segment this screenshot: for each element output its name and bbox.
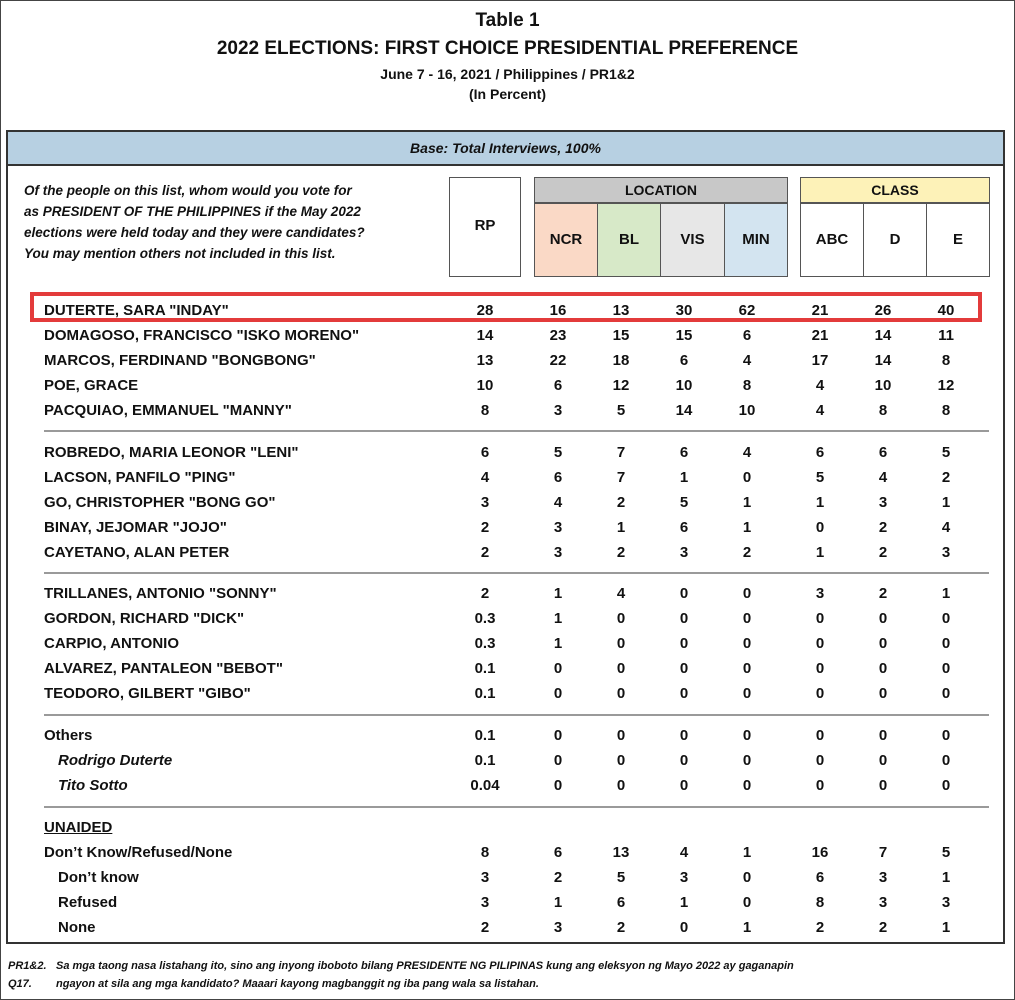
candidate-name: CAYETANO, ALAN PETER — [44, 544, 230, 561]
table-cell: 2 — [878, 919, 888, 936]
candidate-name: TRILLANES, ANTONIO "SONNY" — [44, 585, 277, 602]
table-cell: 0 — [553, 752, 563, 769]
table-row — [8, 582, 1003, 607]
table-cell: 0 — [679, 585, 689, 602]
table-cell: 3 — [553, 402, 563, 419]
table-cell: 5 — [815, 469, 825, 486]
candidate-name: BINAY, JEJOMAR "JOJO" — [44, 519, 227, 536]
table-cell: 3 — [553, 519, 563, 536]
table-cell: 0 — [679, 685, 689, 702]
table-cell: 2 — [742, 544, 752, 561]
table-cell: 1 — [553, 585, 563, 602]
column-header-rp: RP — [449, 177, 521, 277]
candidate-name: Rodrigo Duterte — [58, 752, 173, 769]
table-cell: 10 — [738, 402, 756, 419]
table-cell: 1 — [941, 494, 951, 511]
table-cell: 3 — [815, 585, 825, 602]
table-row — [8, 374, 1003, 399]
table-cell: 13 — [612, 844, 630, 861]
table-cell: 0 — [878, 635, 888, 652]
candidate-name: DUTERTE, SARA "INDAY" — [44, 302, 229, 319]
table-cell: 3 — [553, 919, 563, 936]
table-cell: 0 — [941, 660, 951, 677]
table-cell: 14 — [874, 352, 892, 369]
table-cell: 10 — [874, 377, 892, 394]
table-cell: 0.3 — [474, 635, 496, 652]
table-cell: 0.1 — [474, 660, 496, 677]
table-cell: 4 — [815, 377, 825, 394]
table-cell: 0 — [742, 610, 752, 627]
candidate-name: DOMAGOSO, FRANCISCO "ISKO MORENO" — [44, 327, 360, 344]
table-cell: 0 — [742, 894, 752, 911]
candidate-name: UNAIDED — [44, 819, 113, 836]
table-cell: 0 — [815, 610, 825, 627]
table-cell: 62 — [738, 302, 756, 319]
table-cell: 0 — [742, 660, 752, 677]
table-cell: 1 — [679, 894, 689, 911]
table-cell: 2 — [878, 519, 888, 536]
table-cell: 0 — [878, 660, 888, 677]
column-header-min: MIN — [724, 203, 788, 277]
table-cell: 4 — [679, 844, 689, 861]
table-cell: 3 — [480, 894, 490, 911]
table-cell: 0 — [679, 660, 689, 677]
table-cell: 8 — [742, 377, 752, 394]
table-row — [8, 866, 1003, 891]
table-cell: 28 — [476, 302, 494, 319]
table-cell: 0 — [616, 752, 626, 769]
table-cell: 8 — [480, 844, 490, 861]
table-cell: 0 — [742, 585, 752, 602]
question-line: as PRESIDENT OF THE PHILIPPINES if the May 2022 — [24, 204, 361, 219]
row-separator — [44, 714, 989, 716]
table-cell: 0 — [616, 660, 626, 677]
table-cell: 7 — [616, 444, 626, 461]
table-cell: 17 — [811, 352, 829, 369]
table-cell: 6 — [742, 327, 752, 344]
table-cell: 0.1 — [474, 727, 496, 744]
table-cell: 0 — [553, 685, 563, 702]
table-cell: 21 — [811, 327, 829, 344]
table-cell: 8 — [941, 352, 951, 369]
table-cell: 0 — [616, 685, 626, 702]
table-cell: 0 — [679, 777, 689, 794]
table-cell: 0 — [815, 519, 825, 536]
row-separator — [44, 430, 989, 432]
table-cell: 7 — [878, 844, 888, 861]
table-cell: 6 — [553, 844, 563, 861]
table-cell: 3 — [480, 869, 490, 886]
table-row — [8, 607, 1003, 632]
table-cell: 14 — [675, 402, 693, 419]
table-cell: 3 — [679, 544, 689, 561]
table-cell: 14 — [874, 327, 892, 344]
table-row — [8, 399, 1003, 424]
table-label: Table 1 — [475, 10, 540, 31]
unit-label: (In Percent) — [468, 86, 546, 102]
table-cell: 2 — [553, 869, 563, 886]
table-cell: 3 — [878, 494, 888, 511]
candidate-name: ROBREDO, MARIA LEONOR "LENI" — [44, 444, 299, 461]
table-cell: 1 — [679, 469, 689, 486]
table-cell: 5 — [941, 444, 951, 461]
table-cell: 4 — [742, 352, 752, 369]
table-cell: 8 — [941, 402, 951, 419]
candidate-name: Tito Sotto — [58, 777, 128, 794]
table-row — [8, 516, 1003, 541]
table-cell: 8 — [480, 402, 490, 419]
table-row — [8, 724, 1003, 749]
question-text — [24, 180, 434, 264]
table-cell: 5 — [553, 444, 563, 461]
table-cell: 15 — [612, 327, 630, 344]
table-cell: 0.04 — [470, 777, 500, 794]
table-cell: 0.3 — [474, 610, 496, 627]
question-line: elections were held today and they were candidates? — [24, 225, 365, 240]
table-cell: 4 — [553, 494, 563, 511]
table-cell: 6 — [553, 377, 563, 394]
table-row — [8, 916, 1003, 941]
candidate-name: GO, CHRISTOPHER "BONG GO" — [44, 494, 276, 511]
column-header-ncr: NCR — [534, 203, 598, 277]
candidate-name: None — [58, 919, 96, 936]
candidate-name: PACQUIAO, EMMANUEL "MANNY" — [44, 402, 292, 419]
table-cell: 0 — [941, 752, 951, 769]
table-cell: 0 — [878, 752, 888, 769]
column-header-bl: BL — [597, 203, 661, 277]
table-cell: 1 — [553, 894, 563, 911]
table-cell: 6 — [616, 894, 626, 911]
table-cell: 0 — [878, 685, 888, 702]
subtitle: June 7 - 16, 2021 / Philippines / PR1&2 — [380, 66, 635, 82]
candidate-name: Refused — [58, 894, 118, 911]
table-row — [8, 891, 1003, 916]
table-cell: 0 — [553, 727, 563, 744]
table-cell: 0 — [616, 610, 626, 627]
table-cell: 2 — [878, 585, 888, 602]
footnote — [8, 957, 1008, 993]
table-cell: 3 — [679, 869, 689, 886]
table-cell: 14 — [476, 327, 494, 344]
table-cell: 16 — [549, 302, 567, 319]
table-cell: 3 — [878, 894, 888, 911]
table-cell: 5 — [941, 844, 951, 861]
table-cell: 4 — [815, 402, 825, 419]
table-cell: 0 — [742, 635, 752, 652]
table-cell: 1 — [941, 585, 951, 602]
table-cell: 2 — [480, 919, 490, 936]
table-cell: 3 — [480, 494, 490, 511]
table-cell: 0 — [553, 660, 563, 677]
table-row — [8, 774, 1003, 799]
table-cell: 0 — [553, 777, 563, 794]
table-cell: 3 — [553, 544, 563, 561]
table-cell: 23 — [549, 327, 567, 344]
table-cell: 4 — [742, 444, 752, 461]
table-cell: 13 — [612, 302, 630, 319]
table-cell: 3 — [878, 869, 888, 886]
table-cell: 4 — [480, 469, 490, 486]
table-cell: 7 — [616, 469, 626, 486]
table-cell: 0 — [679, 635, 689, 652]
table-row — [8, 541, 1003, 566]
table-cell: 11 — [938, 327, 954, 344]
table-cell: 21 — [811, 302, 829, 319]
table-row — [8, 441, 1003, 466]
table-cell: 1 — [742, 494, 752, 511]
title-block — [0, 10, 1015, 102]
table-cell: 0 — [815, 752, 825, 769]
table-cell: 1 — [553, 610, 563, 627]
table-cell: 10 — [675, 377, 693, 394]
table-cell: 2 — [480, 585, 490, 602]
table-cell: 0 — [742, 752, 752, 769]
table-cell: 16 — [811, 844, 829, 861]
column-header-abc: ABC — [800, 203, 864, 277]
table-cell: 0 — [815, 777, 825, 794]
table-cell: 0 — [941, 685, 951, 702]
table-cell: 6 — [553, 469, 563, 486]
table-cell: 0 — [679, 752, 689, 769]
table-cell: 0 — [679, 919, 689, 936]
candidate-name: LACSON, PANFILO "PING" — [44, 469, 236, 486]
group-header-location: LOCATION — [534, 177, 788, 203]
table-row — [8, 749, 1003, 774]
table-cell: 0 — [616, 635, 626, 652]
table-row — [8, 632, 1003, 657]
footnote-line: PR1&2. Sa mga taong nasa listahang ito, sino ang inyong iboboto bilang PRESIDENTE NG PILIPINAS kung ang eleksyon ng Mayo 2022 ay gaganapin — [8, 960, 794, 972]
row-separator — [44, 806, 989, 808]
candidate-name: GORDON, RICHARD "DICK" — [44, 610, 245, 627]
candidate-name: POE, GRACE — [44, 377, 139, 394]
table-cell: 0 — [616, 777, 626, 794]
table-cell: 1 — [742, 519, 752, 536]
candidate-name: TEODORO, GILBERT "GIBO" — [44, 685, 251, 702]
table-cell: 4 — [941, 519, 951, 536]
column-header-vis: VIS — [660, 203, 725, 277]
table-cell: 13 — [476, 352, 494, 369]
table-cell: 1 — [616, 519, 626, 536]
table-cell: 1 — [815, 494, 825, 511]
table-cell: 0 — [742, 777, 752, 794]
table-cell: 15 — [675, 327, 693, 344]
table-cell: 6 — [679, 352, 689, 369]
table-cell: 2 — [480, 544, 490, 561]
table-cell: 26 — [874, 302, 892, 319]
table-row — [8, 349, 1003, 374]
footnote-line: Q17. ngayon at sila ang mga kandidato? Maaari kayong magbanggit ng iba pang wala sa listahan. — [8, 978, 539, 990]
base-bar: Base: Total Interviews, 100% — [8, 132, 1003, 166]
table-row — [8, 324, 1003, 349]
table-cell: 12 — [937, 377, 955, 394]
table-cell: 5 — [679, 494, 689, 511]
table-cell: 0 — [941, 610, 951, 627]
candidate-name: MARCOS, FERDINAND "BONGBONG" — [44, 352, 316, 369]
table-cell: 0 — [941, 727, 951, 744]
table-cell: 0 — [815, 635, 825, 652]
table-cell: 0 — [679, 610, 689, 627]
table-cell: 0.1 — [474, 685, 496, 702]
table-row — [8, 491, 1003, 516]
highlight-box — [30, 292, 982, 322]
table-row — [8, 466, 1003, 491]
table-cell: 0 — [742, 469, 752, 486]
table-cell: 6 — [679, 444, 689, 461]
table-cell: 0 — [679, 727, 689, 744]
table-cell: 1 — [941, 919, 951, 936]
column-header-d: D — [863, 203, 927, 277]
table-cell: 22 — [549, 352, 567, 369]
table-cell: 6 — [480, 444, 490, 461]
table-cell: 1 — [742, 919, 752, 936]
table-cell: 6 — [878, 444, 888, 461]
table-cell: 6 — [679, 519, 689, 536]
candidate-name: Others — [44, 727, 93, 744]
table-cell: 30 — [675, 302, 693, 319]
table-cell: 1 — [815, 544, 825, 561]
table-row — [8, 657, 1003, 682]
candidate-name: ALVAREZ, PANTALEON "BEBOT" — [44, 660, 283, 677]
table-cell: 2 — [941, 469, 951, 486]
table-cell: 6 — [815, 444, 825, 461]
question-line: Of the people on this list, whom would you vote for — [24, 183, 352, 198]
table-cell: 0 — [941, 777, 951, 794]
row-separator — [44, 572, 989, 574]
table-cell: 0 — [815, 660, 825, 677]
table-cell: 4 — [878, 469, 888, 486]
table-cell: 0 — [616, 727, 626, 744]
table-row — [8, 682, 1003, 707]
table-cell: 6 — [815, 869, 825, 886]
candidate-name: CARPIO, ANTONIO — [44, 635, 180, 652]
results-table — [6, 130, 1005, 944]
table-cell: 1 — [941, 869, 951, 886]
table-cell: 0 — [878, 610, 888, 627]
table-cell: 2 — [616, 544, 626, 561]
table-cell: 2 — [616, 494, 626, 511]
candidate-name: Don’t Know/Refused/None — [44, 844, 233, 861]
table-cell: 2 — [878, 544, 888, 561]
column-header-e: E — [926, 203, 990, 277]
table-cell: 18 — [612, 352, 630, 369]
table-cell: 0 — [815, 685, 825, 702]
table-cell: 0.1 — [474, 752, 496, 769]
table-cell: 0 — [742, 727, 752, 744]
table-cell: 40 — [937, 302, 955, 319]
table-cell: 0 — [742, 685, 752, 702]
group-header-class: CLASS — [800, 177, 990, 203]
table-cell: 2 — [815, 919, 825, 936]
table-cell: 3 — [941, 894, 951, 911]
table-cell: 8 — [815, 894, 825, 911]
table-cell: 5 — [616, 869, 626, 886]
question-line: You may mention others not included in this list. — [24, 246, 336, 261]
table-cell: 10 — [476, 377, 494, 394]
table-row — [8, 841, 1003, 866]
table-cell: 1 — [553, 635, 563, 652]
table-cell: 0 — [878, 777, 888, 794]
table-cell: 0 — [878, 727, 888, 744]
table-row — [8, 816, 1003, 841]
table-cell: 3 — [941, 544, 951, 561]
table-cell: 4 — [616, 585, 626, 602]
table-cell: 2 — [480, 519, 490, 536]
candidate-name: Don’t know — [58, 869, 139, 886]
table-cell: 0 — [815, 727, 825, 744]
page-title: 2022 ELECTIONS: FIRST CHOICE PRESIDENTIAL PREFERENCE — [216, 38, 799, 59]
table-cell: 12 — [612, 377, 630, 394]
table-cell: 0 — [941, 635, 951, 652]
table-cell: 0 — [742, 869, 752, 886]
table-cell: 2 — [616, 919, 626, 936]
table-cell: 8 — [878, 402, 888, 419]
table-cell: 5 — [616, 402, 626, 419]
table-cell: 1 — [742, 844, 752, 861]
